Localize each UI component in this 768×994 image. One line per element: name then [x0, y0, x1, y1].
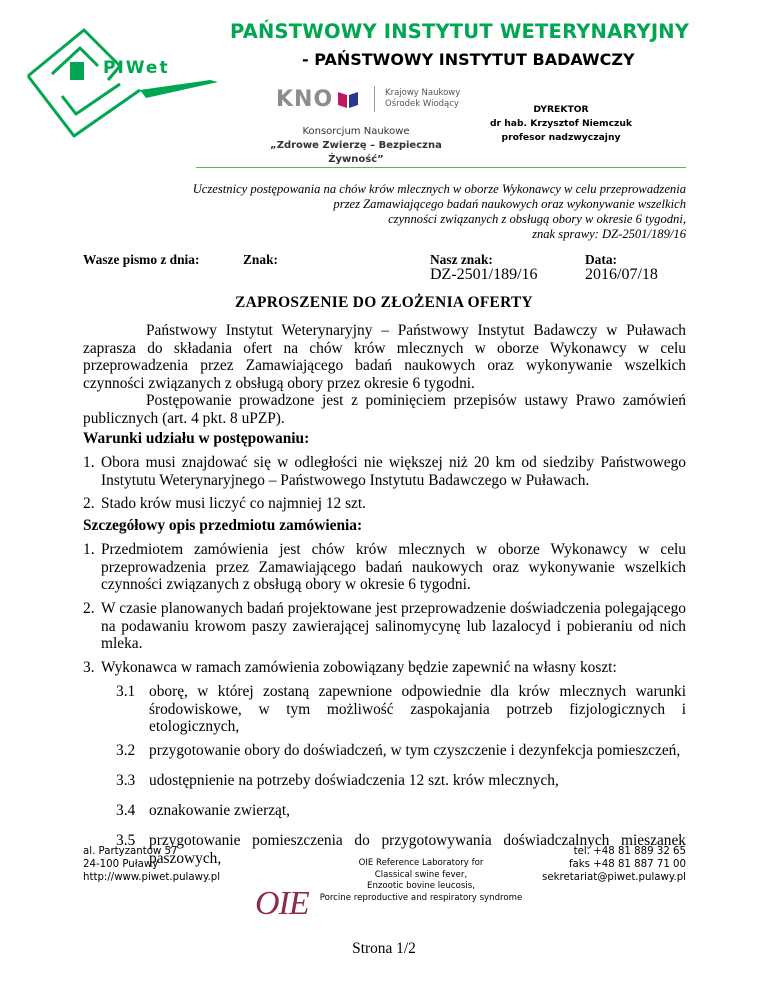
- footer-website-link[interactable]: http://www.piwet.pulawy.pl: [83, 872, 221, 883]
- addressee-block: [180, 182, 686, 242]
- consortium-block: [256, 125, 456, 167]
- oie-line3: Enzootic bovine leucosis,: [367, 881, 475, 891]
- description-item-text: Przedmiotem zamówienia jest chów krów mlecznych w oborze Wykonawcy w celu przeprowadzenia przez Zamawiającego badań naukowych oraz wykonywanie wszelkich czynności związanych z obsługą obory w okresie 6 tygodni.: [101, 541, 686, 593]
- kno-logo-text: KNO: [276, 87, 334, 112]
- kno-subtitle-line2: Ośrodek Wiodący: [385, 99, 459, 109]
- subitem-num: 3.5: [116, 832, 136, 849]
- addressee-line3: czynności związanych z obsługą obory w okresie 6 tygodni,: [388, 212, 686, 226]
- description-item: [83, 600, 686, 653]
- description-subitem: [116, 772, 686, 790]
- kno-logo: [276, 87, 360, 112]
- condition-item: [83, 495, 686, 513]
- subitem-num: 3.1: [116, 683, 136, 700]
- our-sign-label: Nasz znak:: [430, 252, 493, 267]
- your-letter-label: Wasze pismo z dnia:: [83, 252, 200, 267]
- consortium-line1: Konsorcjum Naukowe: [302, 126, 410, 137]
- kno-divider: [374, 86, 375, 112]
- description-subitem: [116, 683, 686, 736]
- description-item: [83, 659, 686, 677]
- footer-address-line2: 24-100 Puławy: [83, 859, 159, 870]
- subitem-num: 3.2: [116, 742, 136, 759]
- piwet-logo: [22, 18, 232, 138]
- footer-email-link[interactable]: sekretariat@piwet.pulawy.pl: [542, 872, 686, 883]
- sign-label: Znak:: [243, 252, 278, 267]
- condition-item-num: 2.: [83, 495, 95, 512]
- addressee-line4: znak sprawy: DZ-2501/189/16: [532, 227, 686, 241]
- addressee-line2: przez Zamawiającego badań naukowych oraz wykonywanie wszelkich: [333, 197, 686, 211]
- oie-lab-text: [316, 858, 526, 904]
- oie-line1: OIE Reference Laboratory for: [358, 858, 484, 868]
- description-item-num: 1.: [83, 541, 95, 558]
- condition-item-num: 1.: [83, 454, 95, 471]
- subitem-num: 3.4: [116, 802, 136, 819]
- footer-address-line1: al. Partyzantów 57: [83, 846, 178, 857]
- oie-line2: Classical swine fever,: [374, 869, 468, 880]
- description-item-text: Wykonawca w ramach zamówienia zobowiązany będzie zapewnić na własny koszt:: [101, 659, 617, 676]
- our-sign-value: DZ-2501/189/16: [430, 266, 538, 283]
- date-label: Data:: [585, 252, 617, 267]
- date-value: 2016/07/18: [585, 266, 658, 283]
- document-heading: ZAPROSZENIE DO ZŁOŻENIA OFERTY: [235, 294, 533, 311]
- director-name: dr hab. Krzysztof Niemczuk: [489, 118, 633, 129]
- footer-phone: tel. +48 81 889 32 65: [573, 846, 686, 857]
- kno-book-icon: [336, 90, 360, 110]
- intro-paragraph-2: Postępowanie prowadzone jest z pominięciem przepisów ustawy Prawo zamówień publicznych (art. 4 pkt. 8 uPZP).: [83, 392, 686, 427]
- condition-item: [83, 454, 686, 489]
- logo-text: PIWet: [103, 58, 170, 78]
- description-item-num: 3.: [83, 659, 95, 676]
- footer-address: [83, 845, 220, 884]
- director-block: [480, 103, 642, 145]
- intro-paragraphs: [83, 322, 686, 427]
- subitem-num: 3.3: [116, 772, 136, 789]
- header-divider: [196, 167, 686, 168]
- subitem-text: oborę, w której zostaną zapewnione odpowiednie dla krów mlecznych warunki środowiskowe, w tym możliwość zaspokajania potrzeb fizjologicznych i etologicznych,: [149, 683, 686, 735]
- institute-subtitle: - PAŃSTWOWY INSTYTUT BADAWCZY: [302, 50, 635, 69]
- description-title: Szczegółowy opis przedmiotu zamówienia:: [83, 517, 363, 534]
- subitem-text: oznakowanie zwierząt,: [149, 802, 291, 819]
- director-title: DYREKTOR: [533, 104, 589, 115]
- kno-subtitle: [385, 88, 460, 110]
- subitem-text: udostępnienie na potrzeby doświadczenia 12 szt. krów mlecznych,: [149, 772, 559, 789]
- description-subitem: [116, 802, 686, 820]
- description-item-text: W czasie planowanych badań projektowane jest przeprowadzenie doświadczenia polegającego na podawaniu krowom paszy zawierającej salinomycynę lub lazalocyd i pobieraniu od nich mleka.: [101, 600, 686, 652]
- subitem-text: przygotowanie pomieszczenia do przygotowywania doświadczalnych mieszanek paszowych,: [149, 832, 686, 867]
- intro-paragraph-1: Państwowy Instytut Weterynaryjny – Państwowy Instytut Badawczy w Puławach zaprasza do składania ofert na chów krów mlecznych w oborze Wykonawcy w celu przeprowadzenia przez Zamawiającego badań naukowych oraz wykonywanie wszelkich czynności związanych z obsługą obory przez okresie 6 tygodni.: [83, 322, 686, 392]
- piwet-logo-icon: [22, 18, 232, 138]
- description-item: [83, 541, 686, 594]
- description-item-num: 2.: [83, 600, 95, 617]
- condition-item-text: Obora musi znajdować się w odległości nie większej niż 20 km od siedziby Państwowego Instytutu Weterynaryjnego – Państwowego Instytutu Badawczego w Puławach.: [101, 454, 686, 489]
- subitem-text: przygotowanie obory do doświadczeń, w tym czyszczenie i dezynfekcja pomieszczeń,: [149, 742, 681, 759]
- page-number: Strona 1/2: [352, 940, 416, 957]
- conditions-title: Warunki udziału w postępowaniu:: [83, 430, 310, 447]
- institute-title: PAŃSTWOWY INSTYTUT WETERYNARYJNY: [230, 20, 690, 43]
- director-role: profesor nadzwyczajny: [501, 132, 621, 143]
- kno-subtitle-line1: Krajowy Naukowy: [385, 88, 461, 98]
- addressee-line1: Uczestnicy postępowania na chów krów mlecznych w oborze Wykonawcy w celu przeprowadzenia: [192, 182, 686, 196]
- footer-fax: faks +48 81 887 71 00: [568, 859, 686, 870]
- oie-logo: OIE: [255, 885, 309, 922]
- description-subitem: [116, 742, 686, 760]
- condition-item-text: Stado krów musi liczyć co najmniej 12 szt.: [101, 495, 367, 512]
- oie-line4: Porcine reproductive and respiratory syndrome: [319, 892, 523, 903]
- consortium-line2: „Zdrowe Zwierzę – Bezpieczna Żywność”: [270, 140, 442, 165]
